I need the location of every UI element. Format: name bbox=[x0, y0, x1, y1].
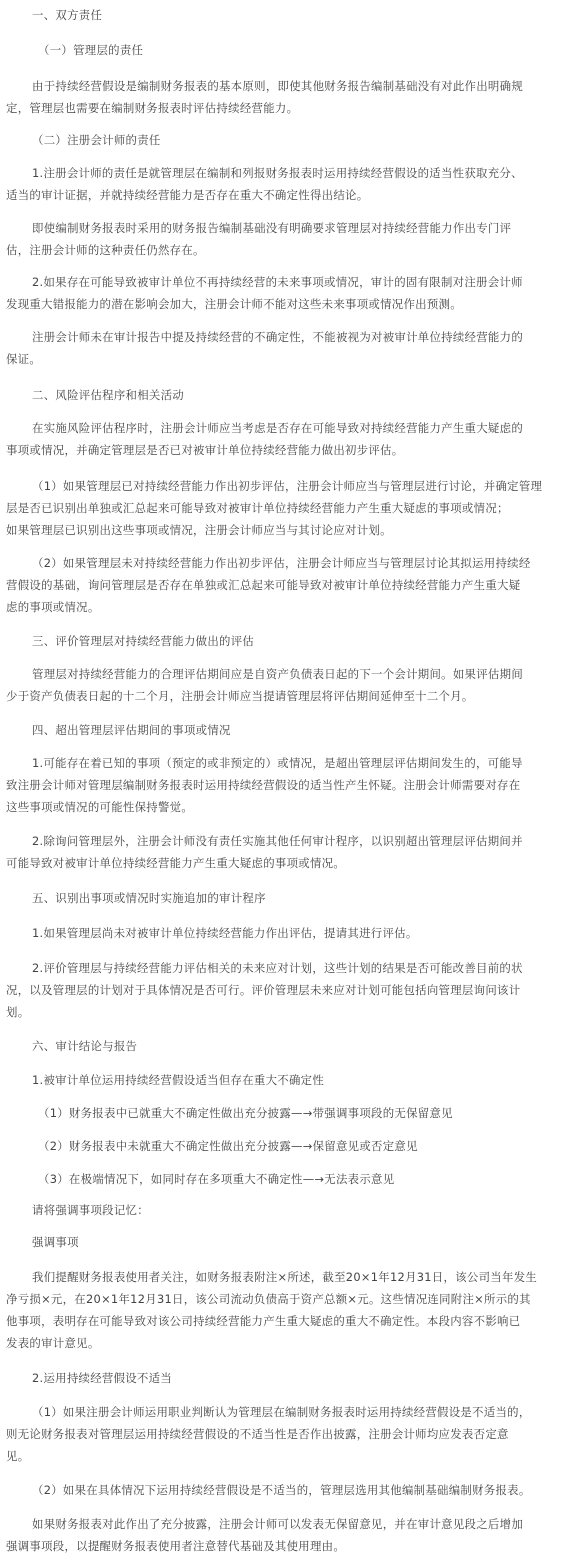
list-item: （3）在极端情况下，如同时存在多项重大不确定性—→无法表示意见 bbox=[38, 1172, 395, 1186]
paragraph-line: 定，管理层也需要在编制财务报表时评估持续经营能力。 bbox=[6, 101, 299, 115]
paragraph-line: 1.可能存在着已知的事项（预定的或非预定的）或情况，是超出管理层评估期间发生的，可能导 bbox=[32, 756, 523, 770]
paragraph-line: 营假设的基础，询问管理层是否存在单独或汇总起来可能导致对被审计单位持续经营能力产生重大疑 bbox=[6, 578, 521, 592]
paragraph-line: 这些事项或情况的可能性保持警觉。 bbox=[6, 800, 194, 814]
heading-3: 三、评价管理层对持续经营能力做出的评估 bbox=[32, 634, 255, 648]
paragraph-line: 少于资产负债表日起的十二个月，注册会计师应当提请管理层将评估期间延伸至十二个月。 bbox=[6, 689, 474, 703]
paragraph-line: （2）如果在具体情况下运用持续经营假设是不适当的，管理层选用其他编制基础编制财务报表。 bbox=[32, 1483, 531, 1497]
paragraph-line: 2.除询问管理层外，注册会计师没有责任实施其他任何审计程序，以识别超出管理层评估期间并 bbox=[32, 834, 523, 848]
paragraph-line: 如果财务报表对此作出了充分披露，注册会计师可以发表无保留意见，并在审计意见段之后增加 bbox=[32, 1517, 524, 1531]
paragraph-line: 在实施风险评估程序时，注册会计师应当考虑是否存在可能导致对持续经营能力产生重大疑虑的 bbox=[32, 421, 524, 435]
list-item: （1）财务报表中已就重大不确定性做出充分披露—→带强调事项段的无保留意见 bbox=[38, 1106, 453, 1120]
paragraph-line: 估，注册会计师的这种责任仍然存在。 bbox=[6, 243, 205, 257]
paragraph-line: 即使编制财务报表时采用的财务报告编制基础没有明确要求管理层对持续经营能力作出专门评 bbox=[32, 221, 512, 235]
paragraph-line: 适当的审计证据，并就持续经营能力是否存在重大不确定性得出结论。 bbox=[6, 188, 369, 202]
paragraph-line: 可能导致对被审计单位持续经营能力产生重大疑虑的事项或情况。 bbox=[6, 856, 346, 870]
paragraph-line: 他事项，表明存在可能导致对该公司持续经营能力产生重大疑虑的重大不确定性。本段内容不影响已 bbox=[6, 1314, 521, 1328]
paragraph-line: 由于持续经营假设是编制财务报表的基本原则，即使其他财务报告编制基础没有对此作出明确规 bbox=[32, 79, 524, 93]
paragraph-line: 发表的审计意见。 bbox=[6, 1336, 100, 1350]
paragraph-line: 2.如果存在可能导致被审计单位不再持续经营的未来事项或情况，审计的固有限制对注册会计师 bbox=[32, 275, 523, 289]
subheading-1: （一）管理层的责任 bbox=[38, 43, 144, 57]
paragraph-line: 请将强调事项段记忆： bbox=[32, 1203, 149, 1217]
paragraph-line: 1.被审计单位运用持续经营假设适当但存在重大不确定性 bbox=[32, 1073, 325, 1087]
paragraph-line: （1）如果管理层已对持续经营能力作出初步评估，注册会计师应当与管理层进行讨论，并确定管理 bbox=[32, 479, 543, 493]
heading-4: 四、超出管理层评估期间的事项或情况 bbox=[32, 723, 231, 737]
paragraph-line: 致注册会计师对管理层编制财务报表时运用持续经营假设的适当性产生怀疑。注册会计师需要对存在 bbox=[6, 778, 521, 792]
subheading-2: （二）注册会计师的责任 bbox=[32, 133, 161, 147]
paragraph-line: 注册会计师未在审计报告中提及持续经营的不确定性，不能被视为对被审计单位持续经营能力的 bbox=[32, 330, 524, 344]
paragraph-line: 保证。 bbox=[6, 352, 42, 366]
paragraph-line: 划。 bbox=[6, 1005, 30, 1019]
paragraph-line: 2.评价管理层与持续经营能力评估相关的未来应对计划，这些计划的结果是否可能改善目前的状 bbox=[32, 961, 523, 975]
paragraph-line: 强调事项段，以提醒财务报表使用者注意替代基础及其使用理由。 bbox=[6, 1539, 346, 1553]
paragraph-line: 见。 bbox=[6, 1449, 30, 1463]
paragraph-line: 况，以及管理层的计划对于具体情况是否可行。评价管理层未来应对计划可能包括向管理层询问该计 bbox=[6, 983, 521, 997]
heading-2: 二、风险评估程序和相关活动 bbox=[32, 388, 184, 402]
paragraph-line: （1）如果注册会计师运用职业判断认为管理层在编制财务报表时运用持续经营假设是不适当的， bbox=[32, 1405, 531, 1419]
heading-1: 一、双方责任 bbox=[32, 8, 103, 22]
paragraph-line: 1.如果管理层尚未对被审计单位持续经营能力作出评估，提请其进行评估。 bbox=[32, 926, 418, 940]
heading-6: 六、审计结论与报告 bbox=[32, 1039, 138, 1053]
paragraph-line: 1.注册会计师的责任是就管理层在编制和列报财务报表时运用持续经营假设的适当性获取充分、 bbox=[32, 166, 523, 180]
paragraph-line: 虑的事项或情况。 bbox=[6, 600, 100, 614]
paragraph-line: 发现重大错报能力的潜在影响会加大，注册会计师不能对这些未来事项或情况作出预测。 bbox=[6, 297, 462, 311]
list-item: （2）财务报表中未就重大不确定性做出充分披露—→保留意见或否定意见 bbox=[38, 1139, 418, 1153]
paragraph-line: 强调事项 bbox=[32, 1235, 79, 1249]
paragraph-line: 事项或情况，并确定管理层是否已对被审计单位持续经营能力做出初步评估。 bbox=[6, 443, 404, 457]
paragraph-line: 我们提醒财务报表使用者关注，如财务报表附注×所述，截至20×1年12月31日，该公司当年发生 bbox=[32, 1270, 538, 1284]
paragraph-line: 管理层对持续经营能力的合理评估期间应是自资产负债表日起的下一个会计期间。如果评估期间 bbox=[32, 667, 524, 681]
paragraph-line: （2）如果管理层未对持续经营能力作出初步评估，注册会计师应当与管理层讨论其拟运用持续经 bbox=[32, 556, 531, 570]
paragraph-line: 如果管理层已识别出这些事项或情况，注册会计师应当与其讨论应对计划。 bbox=[6, 523, 392, 537]
paragraph-line: 净亏损×元，在20×1年12月31日，该公司流动负债高于资产总额×元。这些情况连同附注×所示的其 bbox=[6, 1292, 531, 1306]
heading-5: 五、识别出事项或情况时实施追加的审计程序 bbox=[32, 891, 266, 905]
paragraph-line: 层是否已识别出单独或汇总起来可能导致对被审计单位持续经营能力产生重大疑虑的事项或情况； bbox=[6, 501, 509, 515]
paragraph-line: 则无论财务报表对管理层运用持续经营假设的不适当性是否作出披露，注册会计师均应发表否定意 bbox=[6, 1427, 509, 1441]
paragraph-line: 2.运用持续经营假设不适当 bbox=[32, 1371, 173, 1385]
